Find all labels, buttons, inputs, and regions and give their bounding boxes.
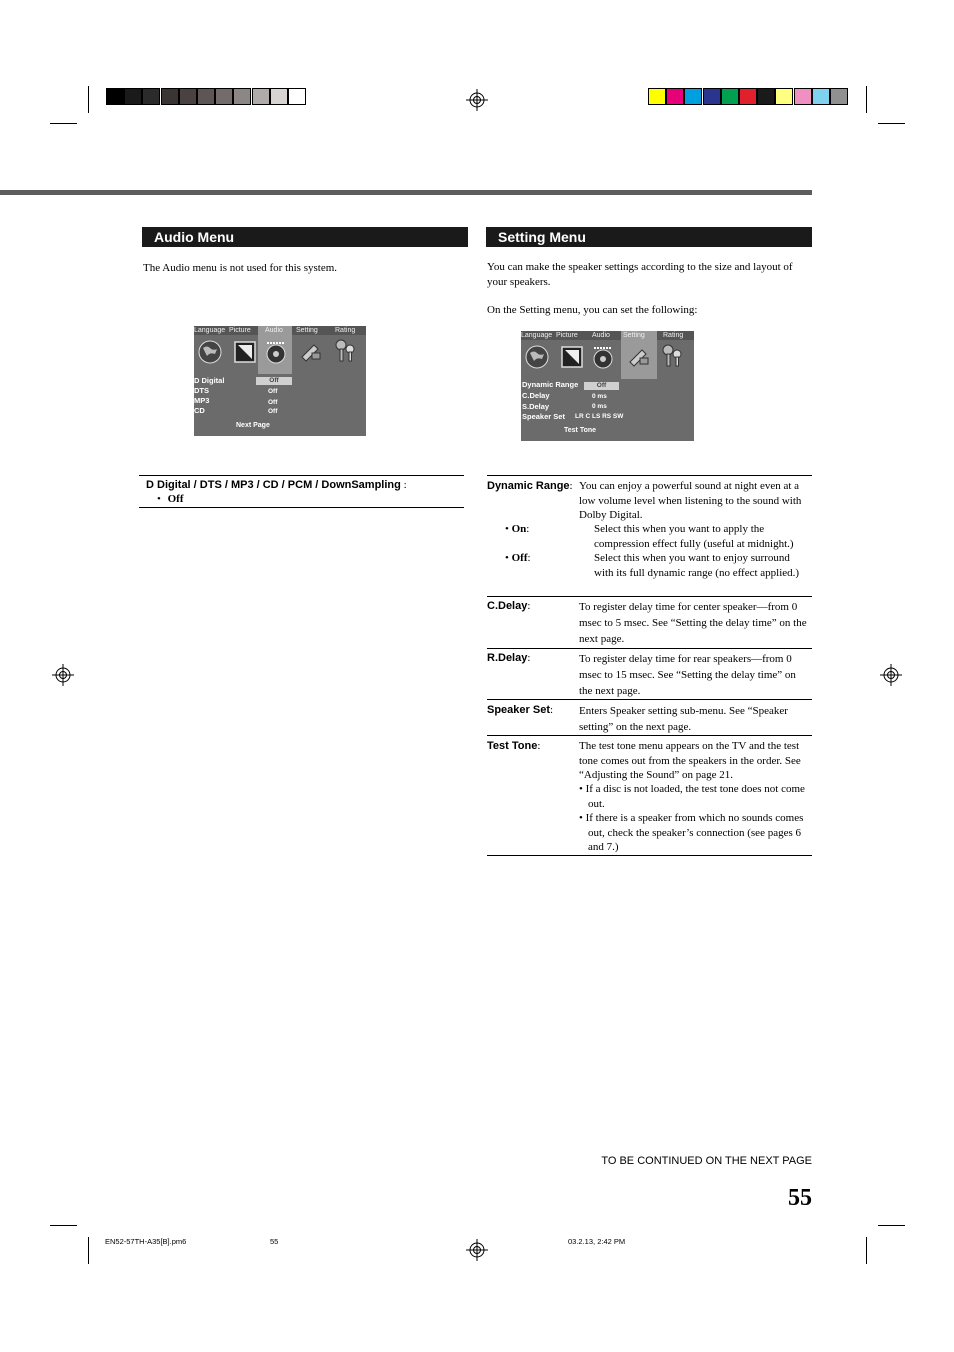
color-swatch: [775, 88, 793, 105]
table-rule: [487, 596, 812, 597]
gray-swatch: [106, 88, 124, 105]
option-off-desc: Select this when you want to enjoy surround with its full dynamic range (no effect applied.): [594, 552, 800, 579]
continued-notice: TO BE CONTINUED ON THE NEXT PAGE: [601, 1155, 812, 1167]
table-rule: [487, 648, 812, 649]
desc-test-tone: The test tone menu appears on the TV and the test tone comes out from the speakers in the order. See “Adjusting the Sound” on page 21.: [579, 740, 801, 781]
test-tone-note-2: • If there is a speaker from which no sounds comes out, check the speaker’s connection (see pages 6 and 7.): [579, 812, 804, 853]
term-c-delay: [487, 599, 530, 614]
globe-icon: [197, 339, 223, 365]
gray-swatch: [233, 88, 251, 105]
table-rule: [487, 699, 812, 700]
desc-c-delay: To register delay time for center speaker—from 0 msec to 5 msec. See “Setting the delay time” on the next page.: [579, 601, 807, 645]
audio-osd-screen: [194, 326, 366, 436]
tv-screen-icon: [232, 339, 258, 365]
color-swatch: [648, 88, 666, 105]
audio-menu-intro: The Audio menu is not used for this system.: [143, 262, 338, 274]
osd-row-label: Dynamic Range: [522, 380, 579, 389]
gray-swatch: [215, 88, 233, 105]
registration-mark-icon: [466, 1239, 488, 1261]
term-label: Speaker Set: [487, 704, 550, 716]
keys-icon: [332, 337, 358, 363]
osd-tab-rating: Rating: [663, 332, 684, 339]
speaker-disc-icon: [590, 344, 616, 370]
term-separator: :: [549, 704, 554, 716]
option-off-label: Off: [511, 552, 528, 564]
slug-filename: EN52-57TH-A35[B].pm6: [105, 1237, 187, 1246]
term-label: Dynamic Range: [487, 480, 570, 492]
setting-menu-intro: You can make the speaker settings according to the size and layout of your speakers.: [487, 261, 793, 288]
table-rule: [487, 735, 812, 736]
audio-options-top-rule: [139, 475, 464, 476]
osd-row-label: S.Delay: [522, 402, 550, 411]
term-label: C.Delay: [487, 600, 528, 612]
color-swatch: [684, 88, 702, 105]
term-label: Test Tone: [487, 740, 538, 752]
term-separator: :: [527, 652, 531, 664]
term-r-delay: [487, 651, 530, 666]
setting-menu-heading: Setting Menu: [486, 227, 812, 247]
osd-footer-next-page: Next Page: [236, 422, 270, 429]
desc-speaker-set: Enters Speaker setting sub-menu. See “Speaker setting” on the next page.: [579, 705, 788, 733]
tools-icon: [298, 339, 324, 365]
color-swatch: [666, 88, 684, 105]
crop-mark: [866, 86, 867, 113]
speaker-disc-icon: [263, 339, 289, 365]
audio-options-title-text: D Digital / DTS / MP3 / CD / PCM / DownSampling: [146, 479, 401, 491]
crop-mark: [878, 123, 905, 124]
osd-selected-value: Off: [584, 382, 619, 390]
audio-options-value: [157, 492, 184, 506]
term-label: R.Delay: [487, 652, 528, 664]
keys-icon: [659, 342, 685, 368]
term-speaker-set: [487, 703, 553, 718]
osd-row-value: 0 ms: [592, 393, 607, 400]
osd-row-label: CD: [194, 406, 205, 415]
osd-tab-audio: Audio: [265, 327, 283, 334]
gray-swatch: [252, 88, 270, 105]
osd-row-label: DTS: [194, 386, 209, 395]
osd-footer-test-tone: Test Tone: [564, 427, 597, 434]
osd-tab-picture: Picture: [556, 332, 578, 339]
registration-mark-icon: [880, 664, 902, 686]
color-swatch: [721, 88, 739, 105]
term-separator: :: [569, 480, 573, 492]
gray-swatch: [270, 88, 288, 105]
page-number: 55: [788, 1185, 812, 1211]
header-rule: [0, 190, 812, 195]
gray-swatch: [197, 88, 215, 105]
bullet: •: [157, 493, 161, 505]
crop-mark: [50, 1225, 77, 1226]
osd-row-label: Speaker Set: [522, 412, 565, 421]
option-on-desc: Select this when you want to apply the compression effect fully (useful at midnight.): [594, 523, 794, 550]
crop-mark: [88, 1237, 89, 1264]
tv-screen-icon: [559, 344, 585, 370]
slug-page: 55: [270, 1237, 279, 1246]
desc-dynamic-range: You can enjoy a powerful sound at night even at a low volume level when listening to the sound with Dolby Digital.: [579, 480, 802, 521]
test-tone-note-1: • If a disc is not loaded, the test tone does not come out.: [579, 783, 805, 810]
setting-osd-screen: [521, 331, 694, 441]
gray-swatch: [124, 88, 142, 105]
slug-date: 03.2.13, 2:42 PM: [568, 1237, 626, 1246]
table-rule: [487, 855, 812, 856]
osd-row-value: Off: [268, 408, 278, 415]
color-swatch: [703, 88, 721, 105]
osd-row-label: MP3: [194, 396, 210, 405]
osd-row-value: Off: [268, 399, 278, 406]
crop-mark: [866, 1237, 867, 1264]
option-on-label: On: [511, 523, 527, 535]
color-swatch: [812, 88, 830, 105]
term-dynamic-range: [487, 479, 573, 494]
crop-mark: [50, 123, 77, 124]
osd-tab-rating: Rating: [335, 327, 356, 334]
term-separator: :: [527, 600, 531, 612]
registration-mark-icon: [466, 89, 488, 111]
audio-options-bottom-rule: [139, 507, 464, 508]
osd-tab-language: Language: [521, 332, 553, 339]
table-rule: [487, 475, 812, 476]
color-swatch: [830, 88, 848, 105]
osd-tab-audio: Audio: [592, 332, 610, 339]
osd-tab-setting: Setting: [296, 327, 318, 334]
setting-menu-intro-2: On the Setting menu, you can set the following:: [487, 304, 698, 316]
gray-swatch: [288, 88, 306, 105]
option-off: • Off:: [505, 552, 531, 564]
term-test-tone: [487, 739, 540, 754]
color-swatch: [739, 88, 757, 105]
audio-options-title-separator: :: [400, 479, 407, 491]
osd-row-value: 0 ms: [592, 403, 607, 410]
audio-options-title: [146, 478, 407, 492]
option-on: • On:: [505, 523, 530, 535]
tools-icon: [626, 344, 652, 370]
osd-row-value: Off: [268, 388, 278, 395]
osd-row-label: D Digital: [194, 376, 225, 385]
osd-tab-picture: Picture: [229, 327, 251, 334]
registration-mark-icon: [52, 664, 74, 686]
osd-row-label: C.Delay: [522, 391, 550, 400]
crop-mark: [88, 86, 89, 113]
crop-mark: [878, 1225, 905, 1226]
gray-swatch: [179, 88, 197, 105]
desc-r-delay: To register delay time for rear speakers—from 0 msec to 15 msec. See “Setting the delay time” on the next page.: [579, 653, 796, 697]
term-separator: :: [537, 740, 541, 752]
audio-menu-heading: Audio Menu: [142, 227, 468, 247]
gray-swatch: [142, 88, 160, 105]
osd-selected-value: Off: [256, 377, 292, 385]
gray-swatch: [161, 88, 179, 105]
color-swatch: [757, 88, 775, 105]
audio-option-off: Off: [167, 493, 184, 505]
osd-tab-language: Language: [194, 327, 226, 334]
osd-row-value: LR C LS RS SW: [575, 413, 624, 420]
color-swatch: [794, 88, 812, 105]
globe-icon: [524, 344, 550, 370]
osd-tab-setting: Setting: [623, 332, 645, 339]
